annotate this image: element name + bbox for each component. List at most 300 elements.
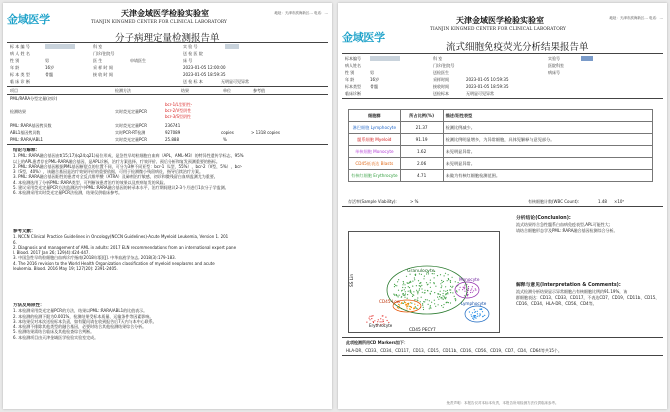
lab-name-en: TIANJIN KINGMED CENTER FOR CLINICAL LABORATORY (430, 27, 566, 32)
reference-line: 3. 中国急性早幼粒细胞白血病诊疗指南(2018年版)[J]. 中华血液学杂志, 2018(3):179-183. (13, 255, 176, 261)
scatter-dot (414, 279, 415, 280)
scatter-dot (443, 293, 444, 294)
scatter-dot (398, 296, 399, 297)
scatter-dot (411, 303, 412, 304)
advice-title: 结论与解释： (13, 148, 40, 153)
divider (7, 86, 328, 87)
methods-section (13, 303, 326, 340)
scatter-dot (448, 279, 449, 280)
population-percent: 4.71 (400, 170, 443, 182)
scatter-dot (448, 274, 449, 275)
scatter-dot (441, 285, 442, 286)
scatter-dot (409, 308, 410, 309)
specimen-value: 骨髓 (45, 72, 53, 77)
scatter-dot (394, 286, 395, 287)
scatter-dot (427, 299, 428, 300)
dept-label: 科 室 (93, 44, 103, 49)
scatter-dot (444, 275, 445, 276)
scatter-dot (369, 319, 370, 320)
sex-value: 男 (45, 58, 49, 63)
lab-label: 实验号 (548, 56, 560, 61)
scatter-dot (484, 315, 485, 316)
table-row-method: 实时PCR-RT检测 (115, 130, 146, 135)
scatter-svg (349, 232, 499, 332)
divider (342, 53, 663, 54)
population-percent: 91.19 (400, 134, 443, 146)
divider (342, 355, 663, 356)
redacted-block (581, 56, 593, 61)
references-title: 参考文献： (13, 229, 36, 234)
scatter-dot (445, 286, 446, 287)
scatter-dot (369, 318, 370, 319)
scatter-dot (422, 303, 423, 304)
population-name: 淋巴细胞 Lymphocyte (349, 122, 401, 134)
advice-line: 以上的APL患者存在PML-RARA融合基因，是APL诊断、治疗方案选择、疗效评价、预后分析和复发预测重要的指标。 (13, 158, 220, 164)
scatter-dot (474, 312, 475, 313)
lab-name-cn: 天津金域医学检验实验室 (456, 15, 544, 25)
doctor-value: 申请医生 (130, 58, 146, 63)
scatter-dot (407, 303, 408, 304)
sex-label: 性 别 (345, 70, 355, 75)
method-line: 3. 本结果仅对本次送检标本负责，如有疑问请在收到报告后7天内与本中心联系。 (13, 318, 157, 324)
scatter-dot (464, 285, 465, 286)
scatter-dot (409, 282, 410, 283)
scatter-dot (409, 287, 410, 288)
scatter-dot (424, 290, 425, 291)
scatter-dot (469, 311, 470, 312)
scatter-dot (413, 291, 414, 292)
scatter-dot (417, 299, 418, 300)
receive-value: 2023-01-05 18:59:35 (183, 72, 226, 77)
scatter-dot (382, 315, 383, 316)
scatter-dot (430, 305, 431, 306)
scatter-dot (412, 286, 413, 287)
bed-label: 病床号 (548, 70, 560, 75)
references-section (13, 229, 326, 271)
scatter-dot (421, 297, 422, 298)
viability-value: > % (410, 199, 419, 204)
advice-section (13, 148, 326, 196)
scatter-dot (480, 314, 481, 315)
table-row-ref: > 1318 copies (251, 130, 280, 135)
scatter-dot (374, 320, 375, 321)
scatter-dot (393, 294, 394, 295)
collect-label: 采 样 时 间 (93, 65, 113, 70)
method-line: 2. 本检测的检测下限为0.001%，检测结果受标本质量、运输条件等因素影响。 (13, 313, 154, 319)
scatter-dot (412, 281, 413, 282)
hospital-label: 送 检 医 院 (183, 51, 203, 56)
scatter-dot (435, 306, 436, 307)
scatter-dot (442, 295, 443, 296)
scatter-dot (412, 296, 413, 297)
scatter-dot (415, 307, 416, 308)
receive-label: 接收时间 (433, 84, 449, 89)
table-row-unit: copies (221, 130, 234, 135)
reference-line: 4. The 2016 revision to the World Health Organization classification of myeloid neoplasms and acute (13, 260, 215, 266)
scatter-dot (422, 305, 423, 306)
scatter-dot (450, 292, 451, 293)
scatter-dot (371, 318, 372, 319)
scatter-dot (477, 311, 478, 312)
table-row-item: PML::RARA基因拷贝数 (10, 123, 52, 128)
scatter-dot (418, 280, 419, 281)
scatter-dot (417, 297, 418, 298)
kingmed-logo: 金域医学 (7, 13, 50, 26)
scatter-dot (398, 279, 399, 280)
scatter-dot (448, 278, 449, 279)
scatter-dot (417, 305, 418, 306)
scatter-dot (414, 299, 415, 300)
scatter-dot (470, 290, 471, 291)
table-row-method: 实时荧光定量PCR (115, 109, 147, 114)
reference-line: leukemia. Blood. 2016 May 19; 127(20): 2391-2405. (13, 266, 118, 272)
scatter-dot (430, 287, 431, 288)
scatter-dot (447, 290, 448, 291)
scatter-dot (394, 295, 395, 296)
population-desc: 检测比例减少。 (443, 122, 652, 134)
scatter-dot (408, 291, 409, 292)
room-label: 门诊/住院号 (93, 51, 115, 56)
scatter-dot (407, 294, 408, 295)
wbc-count-unit: ×10⁹ (614, 199, 625, 204)
interpretation-line: CD16、CD34、HLA-DR、CD56、CD4等。 (516, 301, 597, 306)
scatter-dot (399, 304, 400, 305)
scatter-dot (410, 281, 411, 282)
scatter-dot (403, 295, 404, 296)
scatter-dot (479, 309, 480, 310)
scatter-dot (440, 274, 441, 275)
scatter-dot (446, 297, 447, 298)
scatter-dot (407, 298, 408, 299)
scatter-dot (423, 307, 424, 308)
population-name: 髓系细胞 Myeloid (349, 134, 401, 146)
name-label: 病人姓名 (345, 63, 361, 68)
reference-line: 2. Diagnosis and management of AML in adults: 2017 ELN recommendations from an international expert pane (13, 244, 237, 250)
population-name: CD45低表达 Blasts (349, 158, 401, 170)
scatter-dot (446, 293, 447, 294)
redacted-block (225, 44, 239, 49)
scatter-dot (366, 322, 367, 323)
population-desc: 未见明显异常。 (443, 158, 652, 170)
divider (342, 337, 663, 338)
scatter-dot (434, 292, 435, 293)
scatter-dot (413, 308, 414, 309)
scatter-dot (460, 287, 461, 288)
scatter-dot (406, 276, 407, 277)
scatter-dot (419, 283, 420, 284)
scatter-dot (396, 285, 397, 286)
methods-title: 方法及局限性： (13, 303, 45, 308)
report-title: 分子病理定量检测报告单 (115, 33, 220, 44)
scatter-dot (404, 297, 405, 298)
scatter-dot (447, 293, 448, 294)
scatter-dot (369, 316, 370, 317)
scatter-dot (464, 291, 465, 292)
age-label: 年 龄 (10, 65, 20, 70)
flow-scatter-plot (348, 231, 500, 333)
scatter-dot (441, 280, 442, 281)
scatter-dot (424, 292, 425, 293)
hospital-label: 医院科室 (548, 63, 564, 68)
sex-value: 男 (370, 70, 374, 75)
scatter-dot (477, 313, 478, 314)
table-row-method: 实时荧光定量PCR (115, 123, 147, 128)
table-row (349, 158, 653, 170)
age-value: 16岁 (45, 65, 55, 70)
scatter-dot (402, 290, 403, 291)
kingmed-logo: 金域医学 (342, 31, 385, 44)
scatter-dot (442, 282, 443, 283)
scatter-dot (406, 305, 407, 306)
scatter-dot (438, 299, 439, 300)
scatter-dot (468, 290, 469, 291)
scatter-dot (434, 277, 435, 278)
scatter-dot (447, 280, 448, 281)
scatter-dot (473, 317, 474, 318)
clinical-label: 临 床 诊 断 (10, 79, 30, 84)
scatter-dot (435, 286, 436, 287)
scatter-dot (431, 291, 432, 292)
scatter-dot (395, 285, 396, 286)
scatter-dot (421, 288, 422, 289)
table-row (349, 134, 653, 146)
state-label: 送 检 标 本 (183, 79, 203, 84)
table-row (349, 146, 653, 158)
result-line: bcr-1/L型阴性- (165, 102, 193, 107)
scatter-dot (440, 283, 441, 284)
scatter-dot (427, 284, 428, 285)
scatter-dot (446, 302, 447, 303)
reference-line: 6. (13, 239, 17, 245)
advice-line: 1. PML::RARA融合基因由t(15;17)(q24;q21)易位形成，是急性早幼粒细胞白血病（APL，AML-M3）的特异性遗传学标志，95% (13, 153, 244, 159)
scatter-dot (405, 291, 406, 292)
scatter-dot (422, 292, 423, 293)
wbc-count-label: 有核细胞计数(WBC Count): (528, 199, 580, 204)
scatter-dot (464, 288, 465, 289)
dept-label: 科 室 (433, 56, 443, 61)
scatter-dot (437, 297, 438, 298)
scatter-dot (410, 290, 411, 291)
scatter-dot (473, 290, 474, 291)
scatter-dot (420, 282, 421, 283)
scatter-dot (401, 302, 402, 303)
scatter-dot (443, 290, 444, 291)
scatter-dot (398, 290, 399, 291)
scatter-dot (385, 317, 386, 318)
flow-cytometry-report (338, 3, 667, 409)
table-header-row (349, 110, 653, 122)
scatter-dot (429, 308, 430, 309)
scatter-dot (438, 293, 439, 294)
method-line: 4. 本检测不排除其他类型的融合基因，必要时结合其他检测结果综合分析。 (13, 324, 147, 330)
clinical-label: 临床诊断 (345, 91, 361, 96)
col-percent: 所占比例(%) (400, 110, 443, 122)
population-desc: 未做为有核红细胞检测范围。 (443, 170, 652, 182)
scatter-dot (451, 287, 452, 288)
scatter-dot (429, 300, 430, 301)
scatter-dot (372, 315, 373, 316)
advice-line: 2. PML::RARA融合基因根据PML基因断裂点的位置不同，可分为3种不同亚型：bcr-1（L型，55%），bcr-2（V型，5%），bcr- (13, 163, 243, 169)
scatter-dot (443, 307, 444, 308)
scatter-dot (440, 291, 441, 292)
scatter-dot (402, 284, 403, 285)
scatter-dot (403, 283, 404, 284)
scatter-dot (450, 280, 451, 281)
scatter-dot (406, 306, 407, 307)
scatter-dot (441, 297, 442, 298)
group-title: PML/RARA分型定量(初诊) (10, 96, 58, 101)
scatter-dot (463, 287, 464, 288)
wbc-count-value: 1.48 (598, 199, 607, 204)
scatter-dot (414, 277, 415, 278)
report-title: 流式细胞免疫荧光分析结果报告单 (446, 42, 589, 53)
scatter-dot (468, 286, 469, 287)
scatter-dot (472, 318, 473, 319)
scatter-dot (420, 286, 421, 287)
scatter-dot (482, 311, 483, 312)
col-result: 结果 (181, 88, 189, 93)
scatter-dot (434, 303, 435, 304)
scatter-dot (448, 302, 449, 303)
col-item: 项目 (10, 88, 18, 93)
scatter-dot (405, 293, 406, 294)
viability-label: 存活率(Sample Viability): (348, 199, 397, 204)
scatter-dot (438, 304, 439, 305)
age-label: 年 龄 (345, 77, 355, 82)
lab-address: 地址：天津市滨海新区… 电话：… (274, 11, 328, 15)
scatter-dot (387, 320, 388, 321)
table-row (349, 170, 653, 182)
scatter-dot (412, 294, 413, 295)
markers-title: 此项检测所用CD Markers如下： (346, 340, 408, 345)
receive-value: 2023-01-05 18:59:35 (466, 84, 509, 89)
scatter-dot (430, 282, 431, 283)
table-row-result: 236741 (165, 123, 181, 128)
scatter-dot (419, 290, 420, 291)
scatter-dot (437, 275, 438, 276)
interpretation-title: 解释与意见(Interpretation & Comments): (516, 283, 621, 288)
scatter-dot (464, 295, 465, 296)
scatter-dot (371, 316, 372, 317)
table-row-method: 实时荧光定量PCR (115, 137, 147, 142)
scatter-dot (405, 287, 406, 288)
population-desc: 检测比例明显增多，为异常细胞，具体见解释与意见部分。 (443, 134, 652, 146)
result-line: bcr-3/S型阴性 (165, 114, 192, 119)
divider (7, 42, 328, 43)
table-row-result: 25.888 (165, 137, 179, 142)
cell-population-table (348, 109, 653, 182)
scatter-dot (472, 292, 473, 293)
advice-line: 6. 本检测采用实时荧光定量PCR法检测，结果仅供临床参考。 (13, 190, 123, 196)
col-method: 检测方法 (115, 88, 131, 93)
scatter-dot (419, 288, 420, 289)
scatter-dot (442, 298, 443, 299)
population-desc: 未见明显异常。 (443, 146, 652, 158)
scatter-dot (445, 291, 446, 292)
scatter-dot (420, 301, 421, 302)
scatter-dot (426, 282, 427, 283)
scatter-dot (464, 287, 465, 288)
scatter-dot (399, 295, 400, 296)
scatter-dot (458, 282, 459, 283)
scatter-dot (462, 289, 463, 290)
scatter-dot (475, 290, 476, 291)
redacted-block (370, 56, 400, 61)
col-population: 细胞群 (349, 110, 401, 122)
molecular-pathology-report (3, 3, 332, 409)
method-line: 1. 本检测采用荧光定量PCR的方法，结果以PML::RARA/ABL1的比值表示。 (13, 308, 148, 314)
scatter-dot (470, 292, 471, 293)
room-label: 门诊/住院号 (433, 63, 455, 68)
scatter-dot (428, 304, 429, 305)
scatter-dot (380, 318, 381, 319)
scatter-dot (445, 298, 446, 299)
scatter-dot (398, 308, 399, 309)
monocyte-label: Monocyte (459, 277, 480, 282)
scatter-dot (403, 303, 404, 304)
scatter-dot (455, 298, 456, 299)
scatter-dot (414, 304, 415, 305)
divider (7, 94, 328, 95)
x-axis-label: CD45 PECY7 (409, 328, 436, 332)
advice-line: 3. PML::RARA融合基因阳性的患者对全反式维甲酸（ATRA）及砷剂治疗敏感，初诊和微残留白血病监测尤为重要。 (13, 174, 218, 180)
scatter-dot (472, 312, 473, 313)
doctor-label: 医 生 (93, 58, 103, 63)
table-row-item: ABL1基因拷贝数 (10, 130, 41, 135)
scatter-dot (474, 317, 475, 318)
divider (342, 98, 663, 99)
scatter-dot (443, 304, 444, 305)
scatter-dot (467, 294, 468, 295)
scatter-dot (417, 293, 418, 294)
population-percent: 1.62 (400, 146, 443, 158)
specimen-value: 骨髓 (370, 84, 378, 89)
interpretation-line: 群细胞表达：CD13、CD33、CD117，不表达CD7、CD19、CD11b、CD15、 (516, 295, 660, 300)
col-description: 描述/阳性表型 (443, 110, 652, 122)
scatter-dot (396, 294, 397, 295)
scatter-dot (439, 296, 440, 297)
scatter-dot (445, 273, 446, 274)
scatter-dot (452, 286, 453, 287)
scatter-dot (455, 281, 456, 282)
scatter-dot (424, 301, 425, 302)
state-value: 无明显可见异常 (221, 79, 249, 84)
scatter-dot (406, 304, 407, 305)
population-percent: 2.06 (400, 158, 443, 170)
collect-value: 2023-01-05 12:00:00 (183, 65, 226, 70)
state-label: 送检标本 (433, 91, 449, 96)
scatter-dot (407, 308, 408, 309)
barcode-label: 标 本 编 号 (10, 44, 30, 49)
scatter-dot (416, 308, 417, 309)
scatter-dot (404, 295, 405, 296)
scatter-dot (427, 290, 428, 291)
scatter-dot (474, 309, 475, 310)
collect-label: 采样时间 (433, 77, 449, 82)
barcode-label: 标本编号 (345, 56, 361, 61)
blasts-label: CD45-Low (379, 299, 401, 304)
scatter-dot (411, 307, 412, 308)
scatter-dot (416, 285, 417, 286)
scatter-dot (468, 288, 469, 289)
scatter-dot (411, 293, 412, 294)
population-percent: 21.37 (400, 122, 443, 134)
lab-name-cn: 天津金域医学检验实验室 (121, 8, 209, 18)
scatter-dot (404, 284, 405, 285)
scatter-dot (423, 278, 424, 279)
scatter-dot (382, 319, 383, 320)
table-row-result: 927089 (165, 130, 181, 135)
